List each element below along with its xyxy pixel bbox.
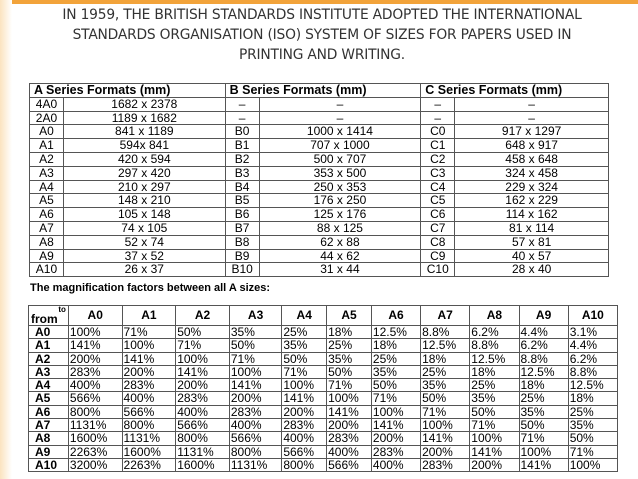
magnification-factor-cell: 18% [421, 352, 470, 365]
magnification-factor-cell: 200% [282, 405, 327, 418]
magnification-factor-cell: 12.5% [371, 326, 420, 339]
magnification-factor-cell: 4.4% [568, 339, 617, 352]
format-name-cell: C8 [421, 235, 455, 249]
magnification-factor-cell: 2263% [68, 445, 122, 458]
magnification-factor-cell: 50% [421, 392, 470, 405]
format-dimensions-cell: 44 x 62 [259, 249, 421, 263]
format-dimensions-cell: 353 x 500 [259, 166, 421, 180]
magnification-factor-cell: 12.5% [421, 339, 470, 352]
format-name-cell: – [421, 111, 455, 125]
magnification-factor-cell: 283% [176, 392, 230, 405]
magnification-factor-cell: 8.8% [519, 352, 568, 365]
format-dimensions-cell: 707 x 1000 [259, 139, 421, 153]
magnification-factor-cell: 1600% [176, 458, 230, 471]
magnification-factor-cell: 141% [229, 379, 281, 392]
format-name-cell: B6 [225, 208, 259, 222]
magnification-factor-cell: 25% [282, 326, 327, 339]
magnification-row [29, 365, 618, 378]
magnification-header-row [29, 306, 618, 326]
to-size-header: A1 [122, 306, 176, 326]
series-row [30, 221, 609, 235]
format-dimensions-cell: 28 x 40 [455, 263, 609, 277]
magnification-factor-cell: 800% [122, 419, 176, 432]
magnification-factor-cell: 800% [68, 405, 122, 418]
magnification-factor-cell: 1131% [68, 419, 122, 432]
magnification-factor-cell: 566% [122, 405, 176, 418]
magnification-factor-cell: 35% [282, 339, 327, 352]
from-size-label: A2 [29, 352, 69, 365]
magnification-factor-cell: 12.5% [568, 379, 617, 392]
format-name-cell: 2A0 [30, 111, 64, 125]
format-name-cell: A7 [30, 221, 64, 235]
magnification-factor-cell: 141% [470, 445, 519, 458]
magnification-factor-cell: 100% [421, 419, 470, 432]
magnification-factor-cell: 71% [229, 352, 281, 365]
format-dimensions-cell: 841 x 1189 [63, 125, 225, 139]
magnification-factor-cell: 100% [371, 405, 420, 418]
format-name-cell: B10 [225, 263, 259, 277]
series-row [30, 139, 609, 153]
magnification-factor-cell: 400% [122, 392, 176, 405]
magnification-factor-cell: 8.8% [568, 365, 617, 378]
format-dimensions-cell: 458 x 648 [455, 152, 609, 166]
magnification-factor-cell: 566% [229, 432, 281, 445]
from-size-label: A0 [29, 326, 69, 339]
magnification-factor-cell: 8.8% [470, 339, 519, 352]
format-dimensions-cell: 26 x 37 [63, 263, 225, 277]
format-name-cell: C6 [421, 208, 455, 222]
format-name-cell: C3 [421, 166, 455, 180]
magnification-factor-cell: 100% [122, 339, 176, 352]
magnification-factor-cell: 283% [68, 365, 122, 378]
format-name-cell: C10 [421, 263, 455, 277]
magnification-factor-cell: 141% [68, 339, 122, 352]
magnification-factor-cell: 25% [327, 339, 372, 352]
magnification-factor-cell: 50% [327, 365, 372, 378]
magnification-factor-cell: 25% [421, 365, 470, 378]
format-dimensions-cell: 81 x 114 [455, 221, 609, 235]
to-size-header: A7 [421, 306, 470, 326]
magnification-factor-cell: 141% [176, 365, 230, 378]
magnification-factor-cell: 18% [470, 365, 519, 378]
magnification-factor-cell: 50% [229, 339, 281, 352]
magnification-factor-cell: 283% [421, 458, 470, 471]
magnification-factor-cell: 200% [421, 445, 470, 458]
series-row [30, 111, 609, 125]
magnification-factor-cell: 566% [176, 419, 230, 432]
from-size-label: A4 [29, 379, 69, 392]
magnification-factor-cell: 200% [470, 458, 519, 471]
a-series-header: A Series Formats (mm) [30, 84, 226, 98]
corner-from-label: from [31, 311, 58, 326]
magnification-factor-cell: 283% [229, 405, 281, 418]
title-line-3: PRINTING AND WRITING. [239, 47, 405, 63]
series-row [30, 166, 609, 180]
format-name-cell: – [225, 111, 259, 125]
magnification-factor-cell: 35% [470, 392, 519, 405]
format-dimensions-cell: 88 x 125 [259, 221, 421, 235]
from-size-label: A9 [29, 445, 69, 458]
corner-to-label: to [58, 305, 66, 314]
format-dimensions-cell: 210 x 297 [63, 180, 225, 194]
format-name-cell: – [225, 97, 259, 111]
format-name-cell: – [421, 97, 455, 111]
magnification-factor-cell: 400% [229, 419, 281, 432]
from-size-label: A10 [29, 458, 69, 471]
format-dimensions-cell: 37 x 52 [63, 249, 225, 263]
to-size-header: A10 [568, 306, 617, 326]
magnification-row [29, 458, 618, 471]
magnification-factor-cell: 1600% [122, 445, 176, 458]
slide-title [22, 5, 622, 65]
magnification-factor-cell: 71% [371, 392, 420, 405]
magnification-table-body [29, 326, 618, 472]
format-dimensions-cell: 229 x 324 [455, 180, 609, 194]
magnification-factor-cell: 35% [421, 379, 470, 392]
series-table-body [30, 97, 609, 276]
format-dimensions-cell: 57 x 81 [455, 235, 609, 249]
left-accent-strip [0, 0, 12, 479]
magnification-factor-cell: 200% [122, 365, 176, 378]
format-name-cell: C7 [421, 221, 455, 235]
format-name-cell: 4A0 [30, 97, 64, 111]
series-row [30, 208, 609, 222]
magnification-factor-cell: 400% [282, 432, 327, 445]
magnification-factor-cell: 50% [519, 419, 568, 432]
magnification-factor-cell: 200% [229, 392, 281, 405]
to-size-header: A8 [470, 306, 519, 326]
magnification-factor-cell: 6.2% [568, 352, 617, 365]
magnification-factor-cell: 35% [327, 352, 372, 365]
format-dimensions-cell: 648 x 917 [455, 139, 609, 153]
magnification-factor-cell: 141% [327, 405, 372, 418]
magnification-factor-cell: 50% [371, 379, 420, 392]
magnification-factor-cell: 71% [519, 432, 568, 445]
format-name-cell: A1 [30, 139, 64, 153]
series-row [30, 125, 609, 139]
c-series-header: C Series Formats (mm) [421, 84, 609, 98]
format-name-cell: B5 [225, 194, 259, 208]
from-size-label: A8 [29, 432, 69, 445]
to-size-header: A4 [282, 306, 327, 326]
magnification-factor-cell: 400% [371, 458, 420, 471]
magnification-factor-cell: 1131% [122, 432, 176, 445]
magnification-factor-cell: 141% [519, 458, 568, 471]
magnification-factor-cell: 71% [470, 419, 519, 432]
format-name-cell: A8 [30, 235, 64, 249]
magnification-factor-cell: 4.4% [519, 326, 568, 339]
magnification-factor-cell: 800% [229, 445, 281, 458]
to-size-header: A6 [371, 306, 420, 326]
magnification-factor-cell: 6.2% [519, 339, 568, 352]
magnification-factor-cell: 50% [568, 432, 617, 445]
magnification-row [29, 339, 618, 352]
format-name-cell: A9 [30, 249, 64, 263]
magnification-factor-cell: 200% [176, 379, 230, 392]
magnification-factor-cell: 18% [519, 379, 568, 392]
magnification-factor-cell: 200% [327, 419, 372, 432]
magnification-factor-cell: 35% [568, 419, 617, 432]
from-size-label: A1 [29, 339, 69, 352]
title-line-1: IN 1959, THE BRITISH STANDARDS INSTITUTE ADOPTED THE INTERNATIONAL [62, 7, 582, 23]
format-dimensions-cell: 500 x 707 [259, 152, 421, 166]
series-row [30, 249, 609, 263]
format-dimensions-cell: 1682 x 2378 [63, 97, 225, 111]
magnification-factor-cell: 100% [327, 392, 372, 405]
magnification-factor-cell: 6.2% [470, 326, 519, 339]
magnification-factor-cell: 12.5% [470, 352, 519, 365]
magnification-factor-cell: 71% [122, 326, 176, 339]
magnification-factor-cell: 400% [176, 405, 230, 418]
format-dimensions-cell: 52 x 74 [63, 235, 225, 249]
magnification-factor-cell: 100% [176, 352, 230, 365]
from-size-label: A5 [29, 392, 69, 405]
to-size-header: A5 [327, 306, 372, 326]
magnification-factor-cell: 100% [470, 432, 519, 445]
magnification-factor-cell: 200% [68, 352, 122, 365]
to-size-header: A0 [68, 306, 122, 326]
magnification-factor-cell: 18% [568, 392, 617, 405]
magnification-factor-cell: 100% [568, 458, 617, 471]
magnification-factor-cell: 25% [568, 405, 617, 418]
series-row [30, 97, 609, 111]
format-name-cell: C1 [421, 139, 455, 153]
format-dimensions-cell: 917 x 1297 [455, 125, 609, 139]
series-row [30, 152, 609, 166]
magnification-factor-cell: 566% [68, 392, 122, 405]
format-dimensions-cell: 125 x 176 [259, 208, 421, 222]
to-size-header: A2 [176, 306, 230, 326]
from-size-label: A3 [29, 365, 69, 378]
format-name-cell: C4 [421, 180, 455, 194]
magnification-factor-cell: 50% [470, 405, 519, 418]
format-name-cell: B7 [225, 221, 259, 235]
series-row [30, 263, 609, 277]
magnification-factor-cell: 283% [371, 445, 420, 458]
format-name-cell: B4 [225, 180, 259, 194]
magnification-factor-cell: 100% [519, 445, 568, 458]
format-dimensions-cell: – [259, 111, 421, 125]
magnification-row [29, 419, 618, 432]
magnification-factor-cell: 50% [176, 326, 230, 339]
format-dimensions-cell: 62 x 88 [259, 235, 421, 249]
magnification-factor-cell: 566% [327, 458, 372, 471]
title-line-2: STANDARDS ORGANISATION (ISO) SYSTEM OF SIZES FOR PAPERS USED IN [72, 27, 572, 43]
format-dimensions-cell: – [259, 97, 421, 111]
format-dimensions-cell: 74 x 105 [63, 221, 225, 235]
from-size-label: A6 [29, 405, 69, 418]
format-name-cell: B8 [225, 235, 259, 249]
series-row [30, 235, 609, 249]
from-size-label: A7 [29, 419, 69, 432]
magnification-factor-cell: 2263% [122, 458, 176, 471]
magnification-factor-cell: 800% [176, 432, 230, 445]
b-series-header: B Series Formats (mm) [225, 84, 421, 98]
to-size-header: A9 [519, 306, 568, 326]
format-name-cell: A2 [30, 152, 64, 166]
magnification-factor-cell: 35% [519, 405, 568, 418]
magnification-factor-cell: 35% [371, 365, 420, 378]
magnification-factor-cell: 200% [371, 432, 420, 445]
paper-series-table [29, 83, 609, 277]
magnification-factor-cell: 25% [519, 392, 568, 405]
format-dimensions-cell: 40 x 57 [455, 249, 609, 263]
magnification-row [29, 445, 618, 458]
format-dimensions-cell: 250 x 353 [259, 180, 421, 194]
format-name-cell: A5 [30, 194, 64, 208]
format-dimensions-cell: – [455, 111, 609, 125]
format-dimensions-cell: 1189 x 1682 [63, 111, 225, 125]
format-name-cell: B0 [225, 125, 259, 139]
magnification-factor-cell: 100% [229, 365, 281, 378]
magnification-row [29, 405, 618, 418]
magnification-factor-cell: 12.5% [519, 365, 568, 378]
magnification-table [28, 305, 618, 472]
series-row [30, 194, 609, 208]
magnification-factor-cell: 141% [282, 392, 327, 405]
magnification-row [29, 352, 618, 365]
magnification-factor-cell: 8.8% [421, 326, 470, 339]
magnification-factor-cell: 800% [282, 458, 327, 471]
format-dimensions-cell: 114 x 162 [455, 208, 609, 222]
format-dimensions-cell: 420 x 594 [63, 152, 225, 166]
format-name-cell: A4 [30, 180, 64, 194]
magnification-factor-cell: 1131% [229, 458, 281, 471]
format-name-cell: C2 [421, 152, 455, 166]
format-name-cell: A10 [30, 263, 64, 277]
magnification-row [29, 326, 618, 339]
format-name-cell: A6 [30, 208, 64, 222]
format-name-cell: C0 [421, 125, 455, 139]
magnification-row [29, 379, 618, 392]
magnification-factor-cell: 283% [122, 379, 176, 392]
top-accent-bar [0, 0, 638, 4]
series-header-row [30, 84, 609, 98]
magnification-factor-cell: 283% [282, 419, 327, 432]
magnification-caption: The magnification factors between all A sizes: [30, 282, 271, 294]
format-name-cell: B3 [225, 166, 259, 180]
magnification-factor-cell: 50% [282, 352, 327, 365]
magnification-factor-cell: 71% [568, 445, 617, 458]
magnification-factor-cell: 25% [371, 352, 420, 365]
series-row [30, 180, 609, 194]
format-name-cell: B9 [225, 249, 259, 263]
format-dimensions-cell: 148 x 210 [63, 194, 225, 208]
magnification-factor-cell: 3.1% [568, 326, 617, 339]
magnification-factor-cell: 400% [68, 379, 122, 392]
format-dimensions-cell: 31 x 44 [259, 263, 421, 277]
magnification-factor-cell: 18% [327, 326, 372, 339]
format-name-cell: C9 [421, 249, 455, 263]
format-dimensions-cell: 594x 841 [63, 139, 225, 153]
format-name-cell: A0 [30, 125, 64, 139]
magnification-factor-cell: 71% [176, 339, 230, 352]
format-dimensions-cell: 297 x 420 [63, 166, 225, 180]
format-dimensions-cell: 1000 x 1414 [259, 125, 421, 139]
to-size-header: A3 [229, 306, 281, 326]
magnification-factor-cell: 100% [68, 326, 122, 339]
magnification-factor-cell: 25% [470, 379, 519, 392]
magnification-factor-cell: 71% [282, 365, 327, 378]
from-to-corner-cell [29, 306, 69, 326]
magnification-factor-cell: 1600% [68, 432, 122, 445]
magnification-factor-cell: 141% [371, 419, 420, 432]
format-dimensions-cell: 324 x 458 [455, 166, 609, 180]
magnification-factor-cell: 3200% [68, 458, 122, 471]
magnification-row [29, 432, 618, 445]
format-name-cell: C5 [421, 194, 455, 208]
format-dimensions-cell: – [455, 97, 609, 111]
magnification-factor-cell: 141% [122, 352, 176, 365]
magnification-factor-cell: 35% [229, 326, 281, 339]
format-name-cell: B2 [225, 152, 259, 166]
magnification-factor-cell: 283% [327, 432, 372, 445]
format-dimensions-cell: 176 x 250 [259, 194, 421, 208]
magnification-factor-cell: 400% [327, 445, 372, 458]
magnification-factor-cell: 71% [421, 405, 470, 418]
format-name-cell: A3 [30, 166, 64, 180]
magnification-factor-cell: 1131% [176, 445, 230, 458]
magnification-factor-cell: 141% [421, 432, 470, 445]
magnification-factor-cell: 71% [327, 379, 372, 392]
format-dimensions-cell: 105 x 148 [63, 208, 225, 222]
magnification-row [29, 392, 618, 405]
magnification-factor-cell: 566% [282, 445, 327, 458]
format-dimensions-cell: 162 x 229 [455, 194, 609, 208]
magnification-factor-cell: 18% [371, 339, 420, 352]
magnification-factor-cell: 100% [282, 379, 327, 392]
format-name-cell: B1 [225, 139, 259, 153]
